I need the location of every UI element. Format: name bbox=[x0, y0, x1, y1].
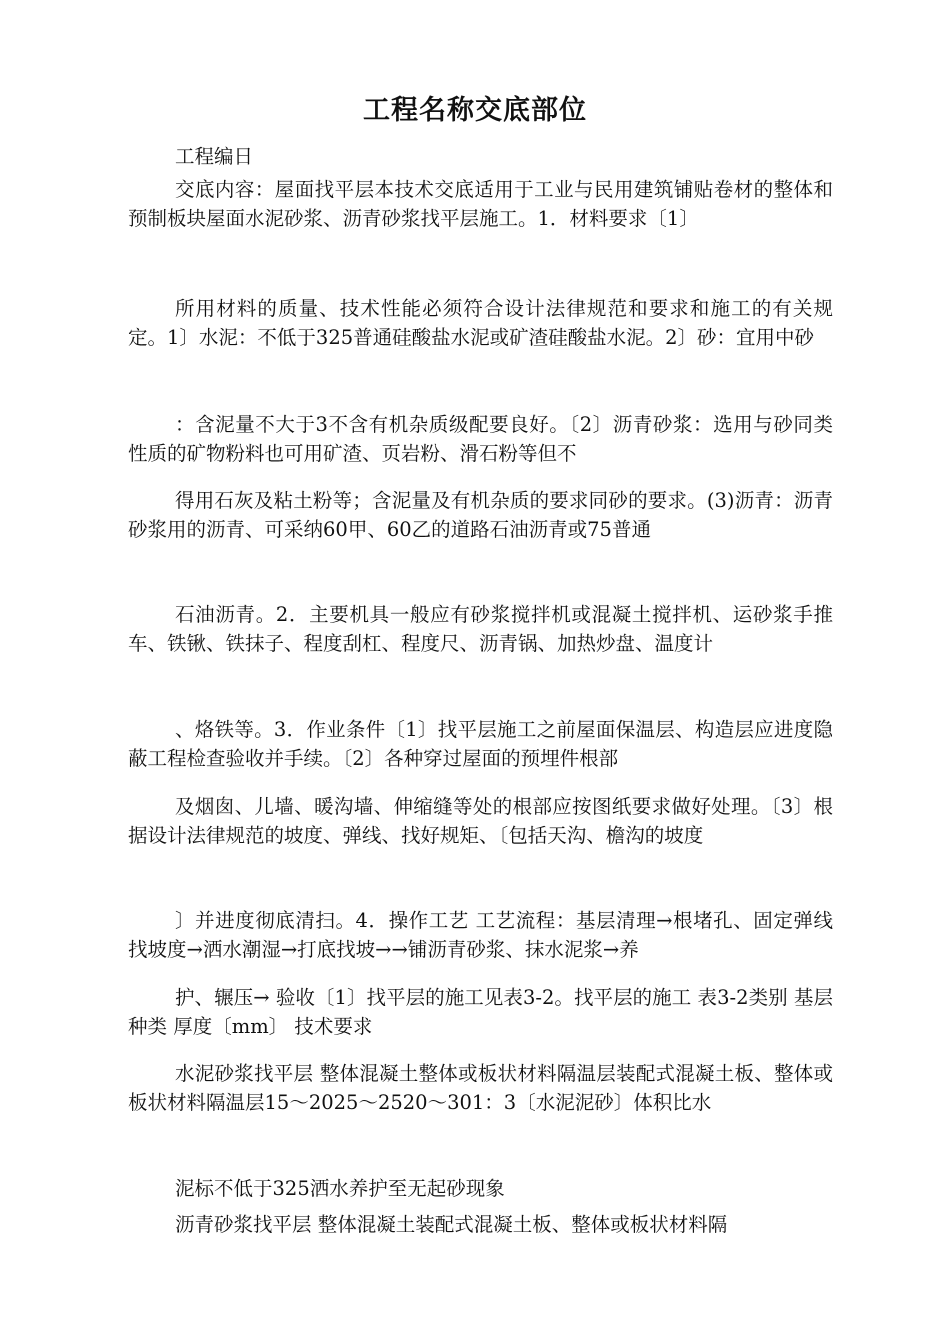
paragraph-treatment: 及烟囱、儿墙、暖沟墙、伸缩缝等处的根部应按图纸要求做好处理。〔3〕根据设计法律规范的坡度、弹线、找好规矩、〔包括天沟、檐沟的坡度 bbox=[128, 795, 833, 847]
paragraph-machinery: 石油沥青。2．主要机具一般应有砂浆搅拌机或混凝土搅拌机、运砂浆手推车、铁锹、铁抹子、程度刮杠、程度尺、沥青锅、加热炒盘、温度计 bbox=[128, 603, 833, 655]
paragraph-disclosure-content: 交底内容：屋面找平层本技术交底适用于工业与民用建筑铺贴卷材的整体和预制板块屋面水泥砂浆、沥青砂浆找平层施工。1．材料要求〔1〕 bbox=[128, 178, 833, 230]
paragraph-table-intro: 护、辗压→ 验收〔1〕找平层的施工见表3-2。找平层的施工 表3-2类别 基层种类 厚度〔mm〕 技术要求 bbox=[128, 986, 833, 1038]
paragraph-process-flow: 〕并进度彻底清扫。4．操作工艺 工艺流程：基层清理→根堵孔、固定弹线找坡度→洒水潮湿→打底找坡→→铺沥青砂浆、抹水泥浆→养 bbox=[128, 909, 833, 961]
paragraph-work-conditions: 、烙铁等。3．作业条件〔1〕找平层施工之前屋面保温层、构造层应进度隐蔽工程检查验收并手续。〔2〕各种穿过屋面的预埋件根部 bbox=[128, 718, 833, 770]
paragraph-asphalt-mortar: 沥青砂浆找平层 整体混凝土装配式混凝土板、整体或板状材料隔 bbox=[175, 1213, 728, 1236]
paragraph-sand-requirements: ：含泥量不大于3不含有机杂质级配要良好。〔2〕沥青砂浆：选用与砂同类性质的矿物粉料也可用矿渣、页岩粉、滑石粉等但不 bbox=[128, 413, 833, 465]
paragraph-asphalt: 得用石灰及粘土粉等；含泥量及有机杂质的要求同砂的要求。(3)沥青：沥青砂浆用的沥青、可采纳60甲、60乙的道路石油沥青或75普通 bbox=[128, 489, 833, 541]
paragraph-project-number: 工程编日 bbox=[175, 145, 254, 168]
document-title: 工程名称交底部位 bbox=[363, 95, 587, 126]
paragraph-cement-mortar: 水泥砂浆找平层 整体混凝土整体或板状材料隔温层装配式混凝土板、整体或板状材料隔温层15～2025～2520～301：3〔水泥泥砂〕体积比水 bbox=[128, 1062, 833, 1114]
paragraph-materials: 所用材料的质量、技术性能必须符合设计法律规范和要求和施工的有关规定。1〕水泥：不低于325普通硅酸盐水泥或矿渣硅酸盐水泥。2〕砂：宜用中砂 bbox=[128, 297, 833, 349]
paragraph-cement-grade: 泥标不低于325洒水养护至无起砂现象 bbox=[175, 1177, 505, 1200]
